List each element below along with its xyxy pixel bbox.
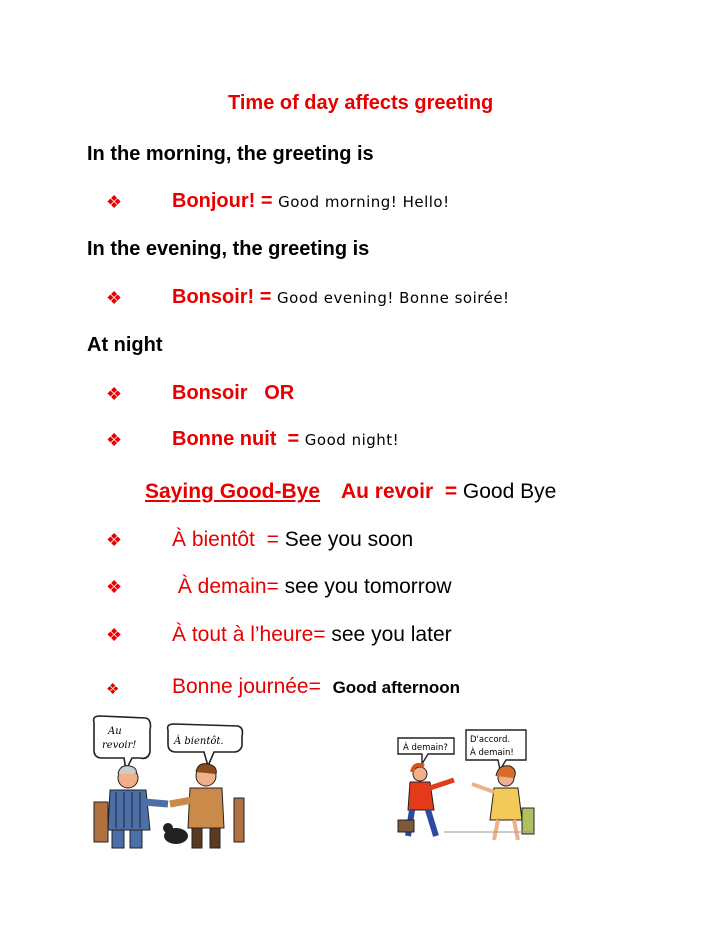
equals-sign: = <box>259 286 272 308</box>
french-word: Bonne nuit <box>172 428 282 450</box>
bubble-text: revoir! <box>102 740 137 751</box>
night-greeting-line <box>172 382 294 405</box>
diamond-bullet-icon: ❖ <box>106 288 123 308</box>
goodbye-label: Saying Good-Bye <box>145 480 321 503</box>
english-translation: see you later <box>331 623 452 646</box>
diamond-bullet-icon: ❖ <box>106 384 123 404</box>
goodbye-phrase-line <box>172 623 452 647</box>
evening-heading: In the evening, the greeting is <box>87 238 370 260</box>
equals-sign: = <box>260 190 273 212</box>
night-greeting-line <box>172 428 399 451</box>
bubble-text: À bientôt. <box>174 736 224 747</box>
french-word: Bonsoir OR <box>172 382 295 404</box>
french-word: À tout à l’heure= <box>172 623 326 646</box>
goodbye-cartoon-illustration <box>88 712 250 852</box>
night-heading: At night <box>87 334 163 356</box>
diamond-bullet-icon: ❖ <box>106 681 120 698</box>
french-word: Au revoir <box>340 480 439 503</box>
french-word: À demain= <box>172 575 279 598</box>
english-translation: Good afternoon <box>332 678 461 697</box>
see-you-tomorrow-cartoon-illustration <box>394 728 538 848</box>
english-translation: Good night! <box>304 431 400 449</box>
bubble-text: À demain? <box>403 743 448 753</box>
equals-sign: = <box>444 480 458 503</box>
page-title: Time of day affects greeting <box>228 92 494 114</box>
bubble-text: Au <box>108 726 122 737</box>
english-translation: see you tomorrow <box>284 575 452 598</box>
french-word: À bientôt <box>172 528 261 551</box>
english-translation: Good Bye <box>462 480 557 503</box>
diamond-bullet-icon: ❖ <box>106 192 123 212</box>
diamond-bullet-icon: ❖ <box>106 430 123 450</box>
morning-heading: In the morning, the greeting is <box>87 143 374 165</box>
evening-greeting-line <box>172 286 510 309</box>
equals-sign: = <box>266 528 279 551</box>
bubble-text: À demain! <box>470 748 514 758</box>
diamond-bullet-icon: ❖ <box>106 577 123 597</box>
bubble-text: D'accord. <box>470 735 511 745</box>
equals-sign: = <box>287 428 300 450</box>
french-word: Bonjour! <box>172 190 256 212</box>
goodbye-phrase-line <box>172 528 413 552</box>
goodbye-line <box>145 480 556 504</box>
goodbye-phrase-line <box>172 675 460 699</box>
morning-greeting-line <box>172 190 450 213</box>
diamond-bullet-icon: ❖ <box>106 530 123 550</box>
english-translation: Good evening! Bonne soirée! <box>277 289 510 307</box>
french-word: Bonsoir! <box>172 286 255 308</box>
english-translation: See you soon <box>284 528 414 551</box>
goodbye-phrase-line <box>172 575 452 599</box>
french-word: Bonne journée= <box>172 675 327 698</box>
english-translation: Good morning! Hello! <box>278 193 450 211</box>
diamond-bullet-icon: ❖ <box>106 625 123 645</box>
